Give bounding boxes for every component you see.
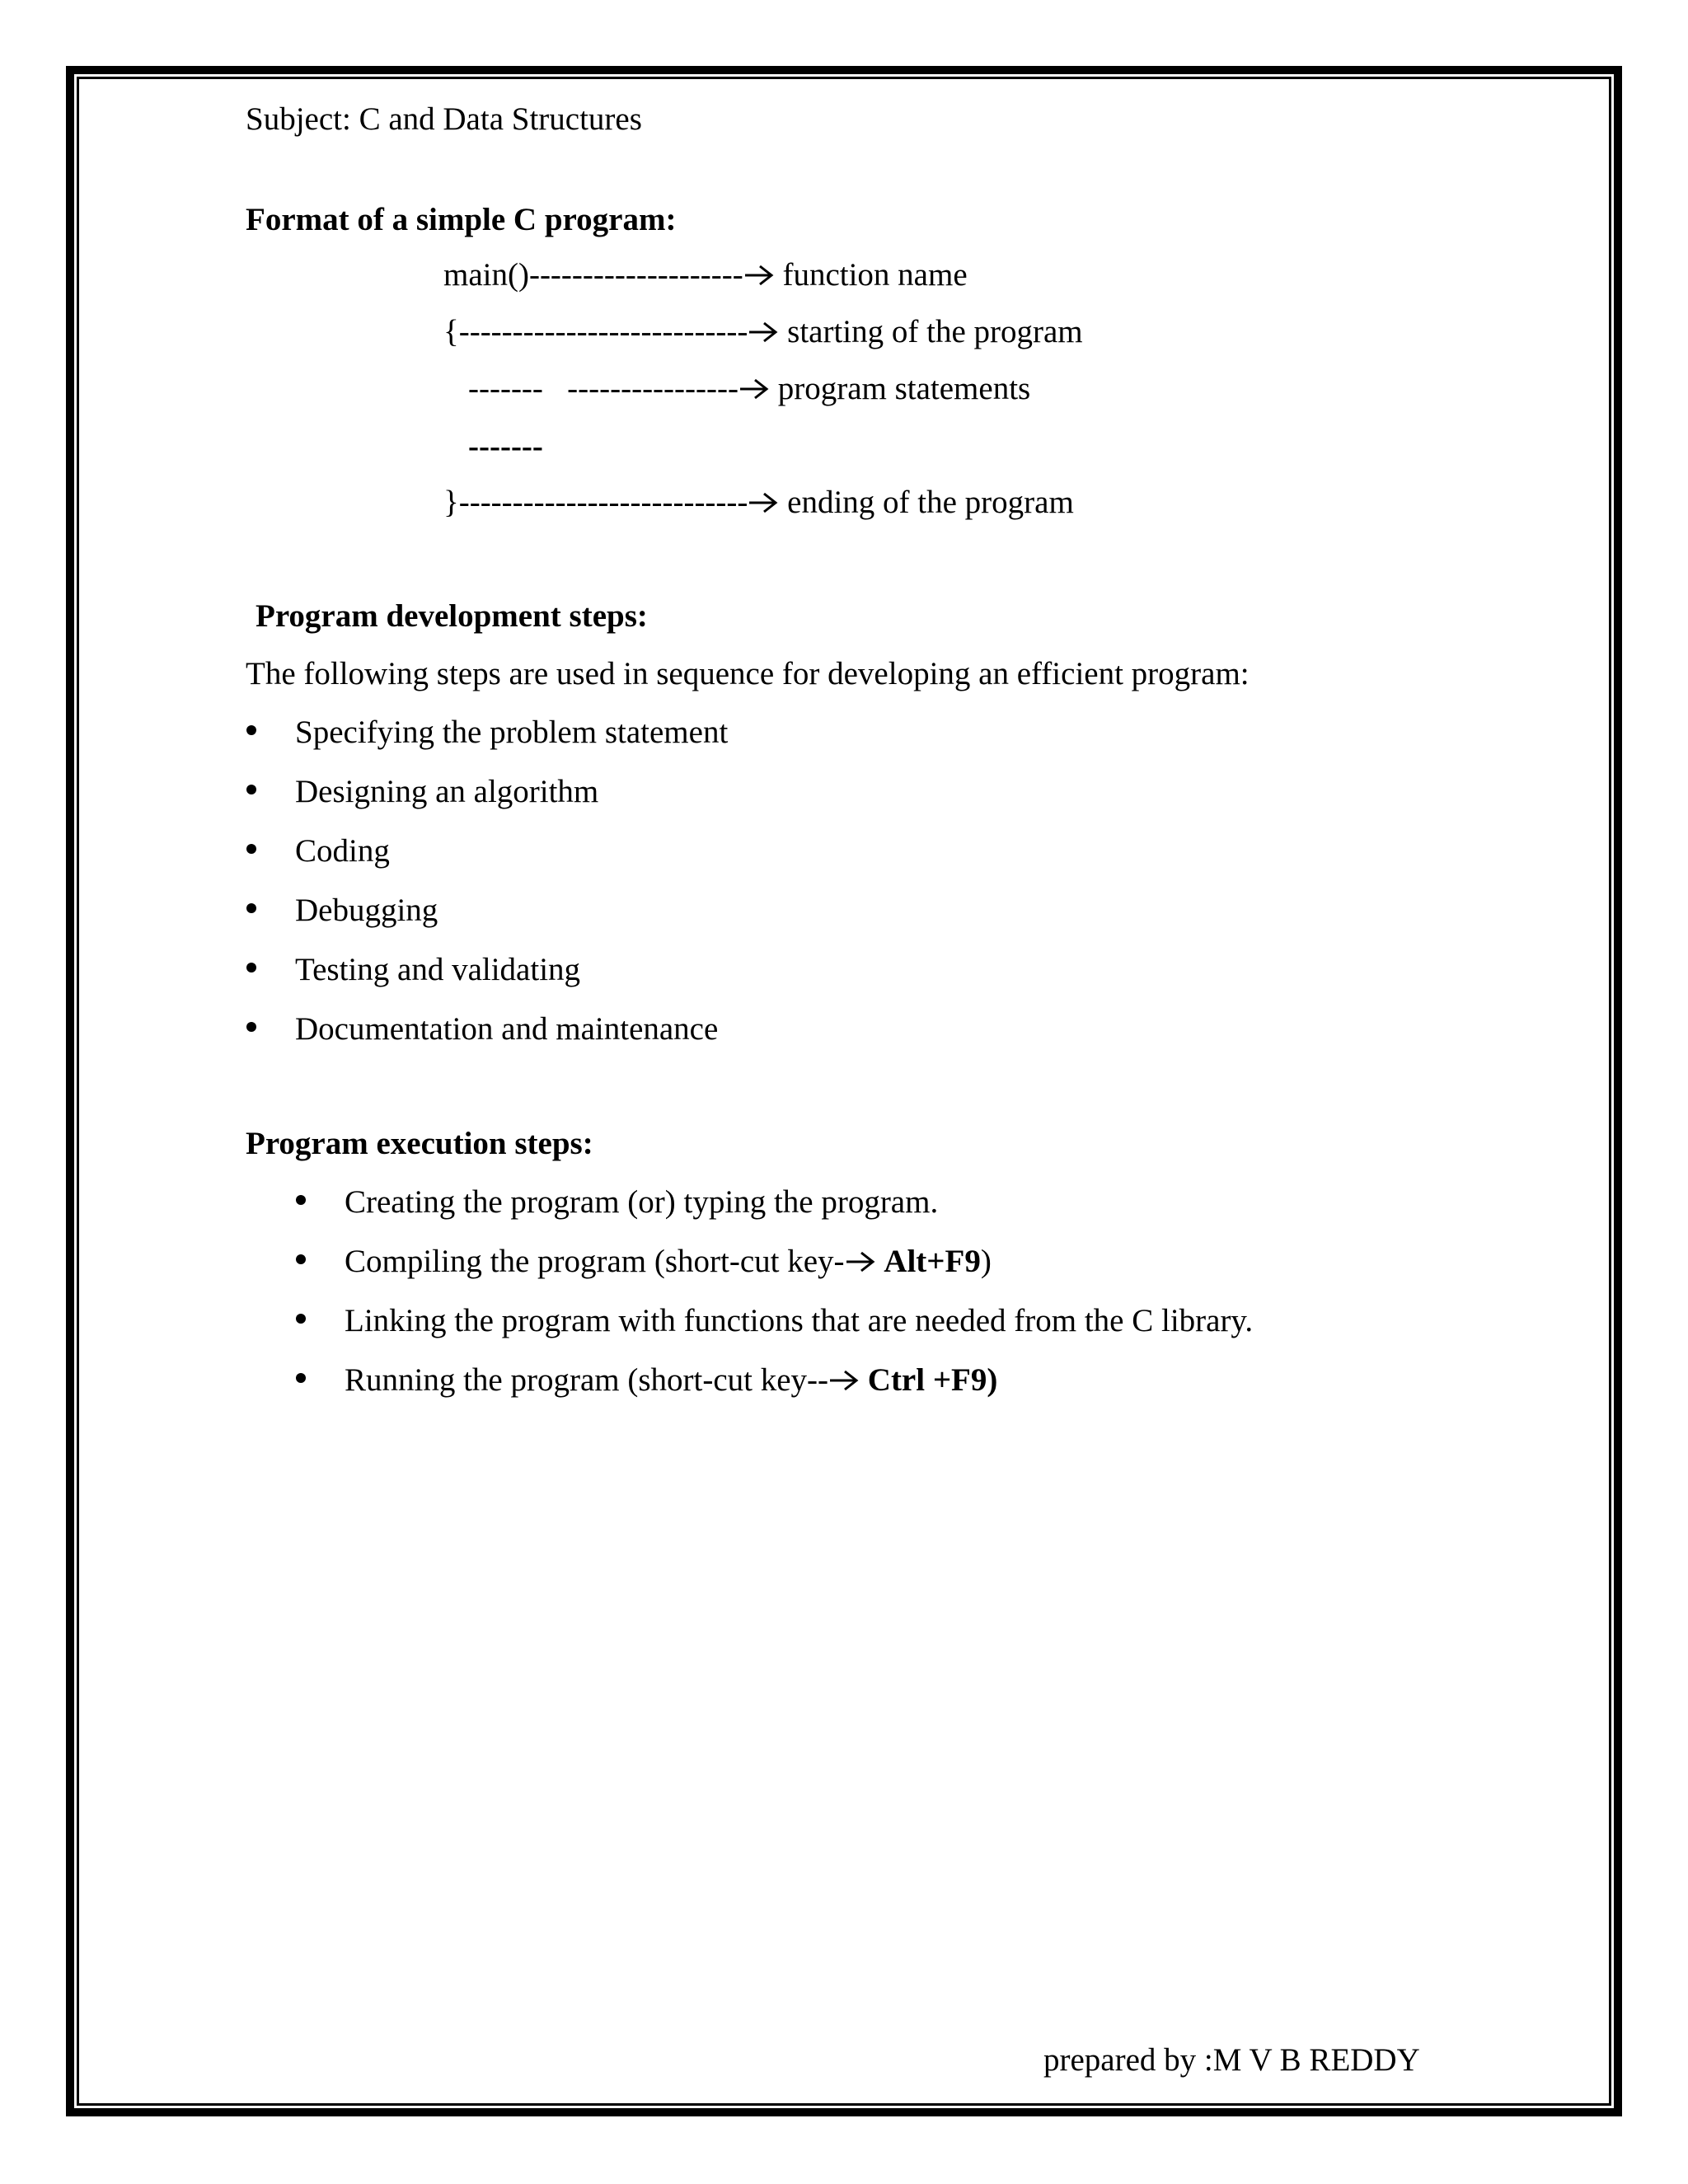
code-text: }--------------------------- <box>443 485 748 520</box>
arrow-icon <box>828 1368 860 1393</box>
development-heading: Program development steps: <box>256 598 648 634</box>
execution-item-text: Compiling the program (short-cut key- <box>345 1244 845 1279</box>
arrow-icon <box>743 263 775 288</box>
bullet-icon <box>246 785 256 794</box>
bullet-icon <box>296 1314 306 1324</box>
development-item: Debugging <box>295 893 438 928</box>
arrow-icon <box>738 377 770 401</box>
code-text: {--------------------------- <box>443 314 748 349</box>
execution-item: Linking the program with functions that are needed from the C library. <box>345 1303 1254 1338</box>
bullet-icon <box>246 725 256 735</box>
format-label: function name <box>782 257 968 293</box>
format-line-open-brace <box>443 316 1083 348</box>
development-item: Documentation and maintenance <box>295 1011 719 1047</box>
bullet-icon <box>246 1022 256 1032</box>
execution-item-suffix: ) <box>980 1244 992 1279</box>
format-line-statements <box>468 373 1030 405</box>
shortcut-key: Ctrl +F9) <box>867 1362 998 1398</box>
execution-item: Creating the program (or) typing the program. <box>345 1184 939 1220</box>
development-item: Coding <box>295 833 390 869</box>
format-label: ending of the program <box>787 485 1074 520</box>
execution-item <box>345 1245 992 1277</box>
bullet-icon <box>296 1195 306 1205</box>
bullet-icon <box>296 1254 306 1264</box>
code-text: main()-------------------- <box>443 257 743 293</box>
code-text: ------- ---------------- <box>468 371 738 406</box>
bullet-icon <box>246 963 256 972</box>
format-line-close-brace <box>443 486 1074 518</box>
development-intro: The following steps are used in sequence for developing an efficient program: <box>246 656 1250 691</box>
bullet-icon <box>246 903 256 913</box>
arrow-icon <box>748 490 779 515</box>
execution-item-text: Running the program (short-cut key-- <box>345 1362 829 1398</box>
format-label: starting of the program <box>787 314 1083 349</box>
shortcut-key: Alt+F9 <box>884 1244 981 1279</box>
arrow-icon <box>845 1249 876 1274</box>
subject-line: Subject: C and Data Structures <box>246 101 642 137</box>
arrow-icon <box>748 320 779 344</box>
development-item: Testing and validating <box>295 952 581 987</box>
format-line-statements-2: ------- <box>468 429 543 464</box>
format-line-main <box>443 259 968 291</box>
bullet-icon <box>246 844 256 854</box>
format-heading: Format of a simple C program: <box>246 202 677 237</box>
prepared-by: prepared by :M V B REDDY <box>1043 2042 1420 2078</box>
development-item: Specifying the problem statement <box>295 715 729 750</box>
bullet-icon <box>296 1373 306 1383</box>
execution-heading: Program execution steps: <box>246 1126 593 1161</box>
development-item: Designing an algorithm <box>295 774 599 809</box>
execution-item <box>345 1364 997 1396</box>
format-label: program statements <box>777 371 1031 406</box>
